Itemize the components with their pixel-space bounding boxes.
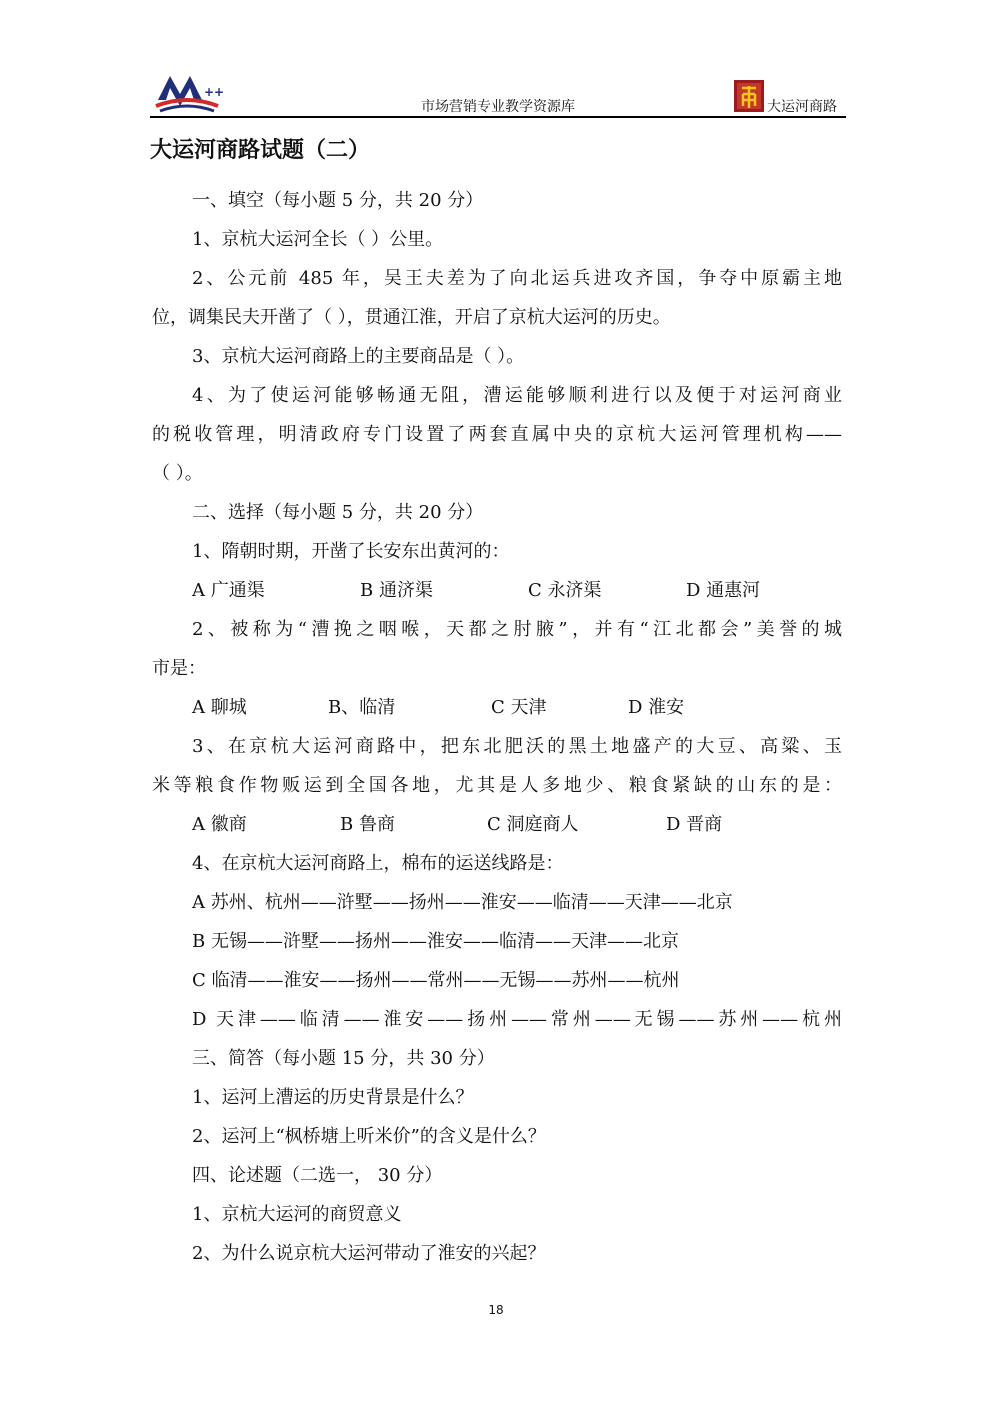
choice-question-1-options <box>152 571 842 610</box>
option-b: B 鲁商 <box>340 814 395 835</box>
header-center-text: 市场营销专业教学资源库 <box>421 99 575 115</box>
option-a: A 聊城 <box>192 697 247 718</box>
choice-question-4: 4、在京杭大运河商路上，棉布的运送线路是： <box>192 853 564 874</box>
option-a: A 广通渠 <box>192 580 265 601</box>
page-number: 18 <box>488 1303 504 1317</box>
choice-question-4-option-c: C 临清——淮安——扬州——常州——无锡——苏州——杭州 <box>192 970 680 991</box>
choice-question-3-line-1: 3、在京杭大运河商路中，把东北肥沃的黑土地盛产的大豆、高粱、玉 <box>192 736 842 757</box>
option-c: C 洞庭商人 <box>487 814 579 835</box>
choice-question-2-line-1: 2、被称为“漕挽之咽喉，天都之肘腋”，并有“江北都会”美誉的城 <box>192 619 842 640</box>
page-header <box>150 66 846 118</box>
page-title: 大运河商路试题（二） <box>150 138 371 163</box>
option-b: B 通济渠 <box>360 580 433 601</box>
fill-question-3: 3、京杭大运河商路上的主要商品是（ ）。 <box>192 346 525 367</box>
fill-question-2-line-2: 位，调集民夫开凿了（ ），贯通江淮，开启了京杭大运河的历史。 <box>152 307 671 328</box>
fill-question-4-line-3: （ ）。 <box>152 463 203 484</box>
choice-question-4-option-d: D 天津——临清——淮安——扬州——常州——无锡——苏州——杭州 <box>192 1009 842 1030</box>
choice-question-2-options <box>152 688 842 727</box>
choice-question-4-option-a: A 苏州、杭州——浒墅——扬州——淮安——临清——天津——北京 <box>192 892 733 913</box>
canal-logo-icon <box>734 80 764 112</box>
option-c: C 天津 <box>491 697 547 718</box>
essay-question-1: 1、京杭大运河的商贸意义 <box>192 1204 402 1225</box>
exam-content <box>152 181 842 1273</box>
choice-question-1: 1、隋朝时期，开凿了长安东出黄河的： <box>192 541 510 562</box>
section-heading-short-answer: 三、简答（每小题 15 分，共 30 分） <box>192 1048 495 1069</box>
fill-question-4-line-1: 4、为了使运河能够畅通无阻，漕运能够顺利进行以及便于对运河商业 <box>192 385 842 406</box>
short-question-2: 2、运河上“枫桥塘上听米价”的含义是什么？ <box>192 1126 546 1147</box>
option-d: D 晋商 <box>666 814 723 835</box>
option-d: D 通惠河 <box>686 580 761 601</box>
option-c: C 永济渠 <box>528 580 602 601</box>
section-heading-essay: 四、论述题（二选一， 30 分） <box>192 1165 443 1186</box>
short-question-1: 1、运河上漕运的历史背景是什么？ <box>192 1087 474 1108</box>
fill-question-1: 1、京杭大运河全长（ ）公里。 <box>192 229 444 250</box>
option-b: B、临清 <box>328 697 396 718</box>
section-heading-fill: 一、填空（每小题 5 分，共 20 分） <box>192 190 484 211</box>
choice-question-3-options <box>152 805 842 844</box>
essay-question-2: 2、为什么说京杭大运河带动了淮安的兴起？ <box>192 1243 546 1264</box>
choice-question-4-option-b: B 无锡——浒墅——扬州——淮安——临清——天津——北京 <box>192 931 679 952</box>
fill-question-2-line-1: 2、公元前 485 年，吴王夫差为了向北运兵进攻齐国，争夺中原霸主地 <box>192 268 842 289</box>
header-right-text: 大运河商路 <box>767 99 837 115</box>
fill-question-4-line-2: 的税收管理，明清政府专门设置了两套直属中央的京杭大运河管理机构—— <box>152 424 842 445</box>
option-d: D 淮安 <box>628 697 685 718</box>
choice-question-3-line-2: 米等粮食作物贩运到全国各地，尤其是人多地少、粮食紧缺的山东的是： <box>152 775 842 796</box>
option-a: A 徽商 <box>192 814 247 835</box>
section-heading-choice: 二、选择（每小题 5 分，共 20 分） <box>192 502 484 523</box>
svg-text:++: ++ <box>204 85 225 99</box>
header-divider <box>150 116 846 118</box>
choice-question-2-line-2: 市是： <box>152 658 206 679</box>
